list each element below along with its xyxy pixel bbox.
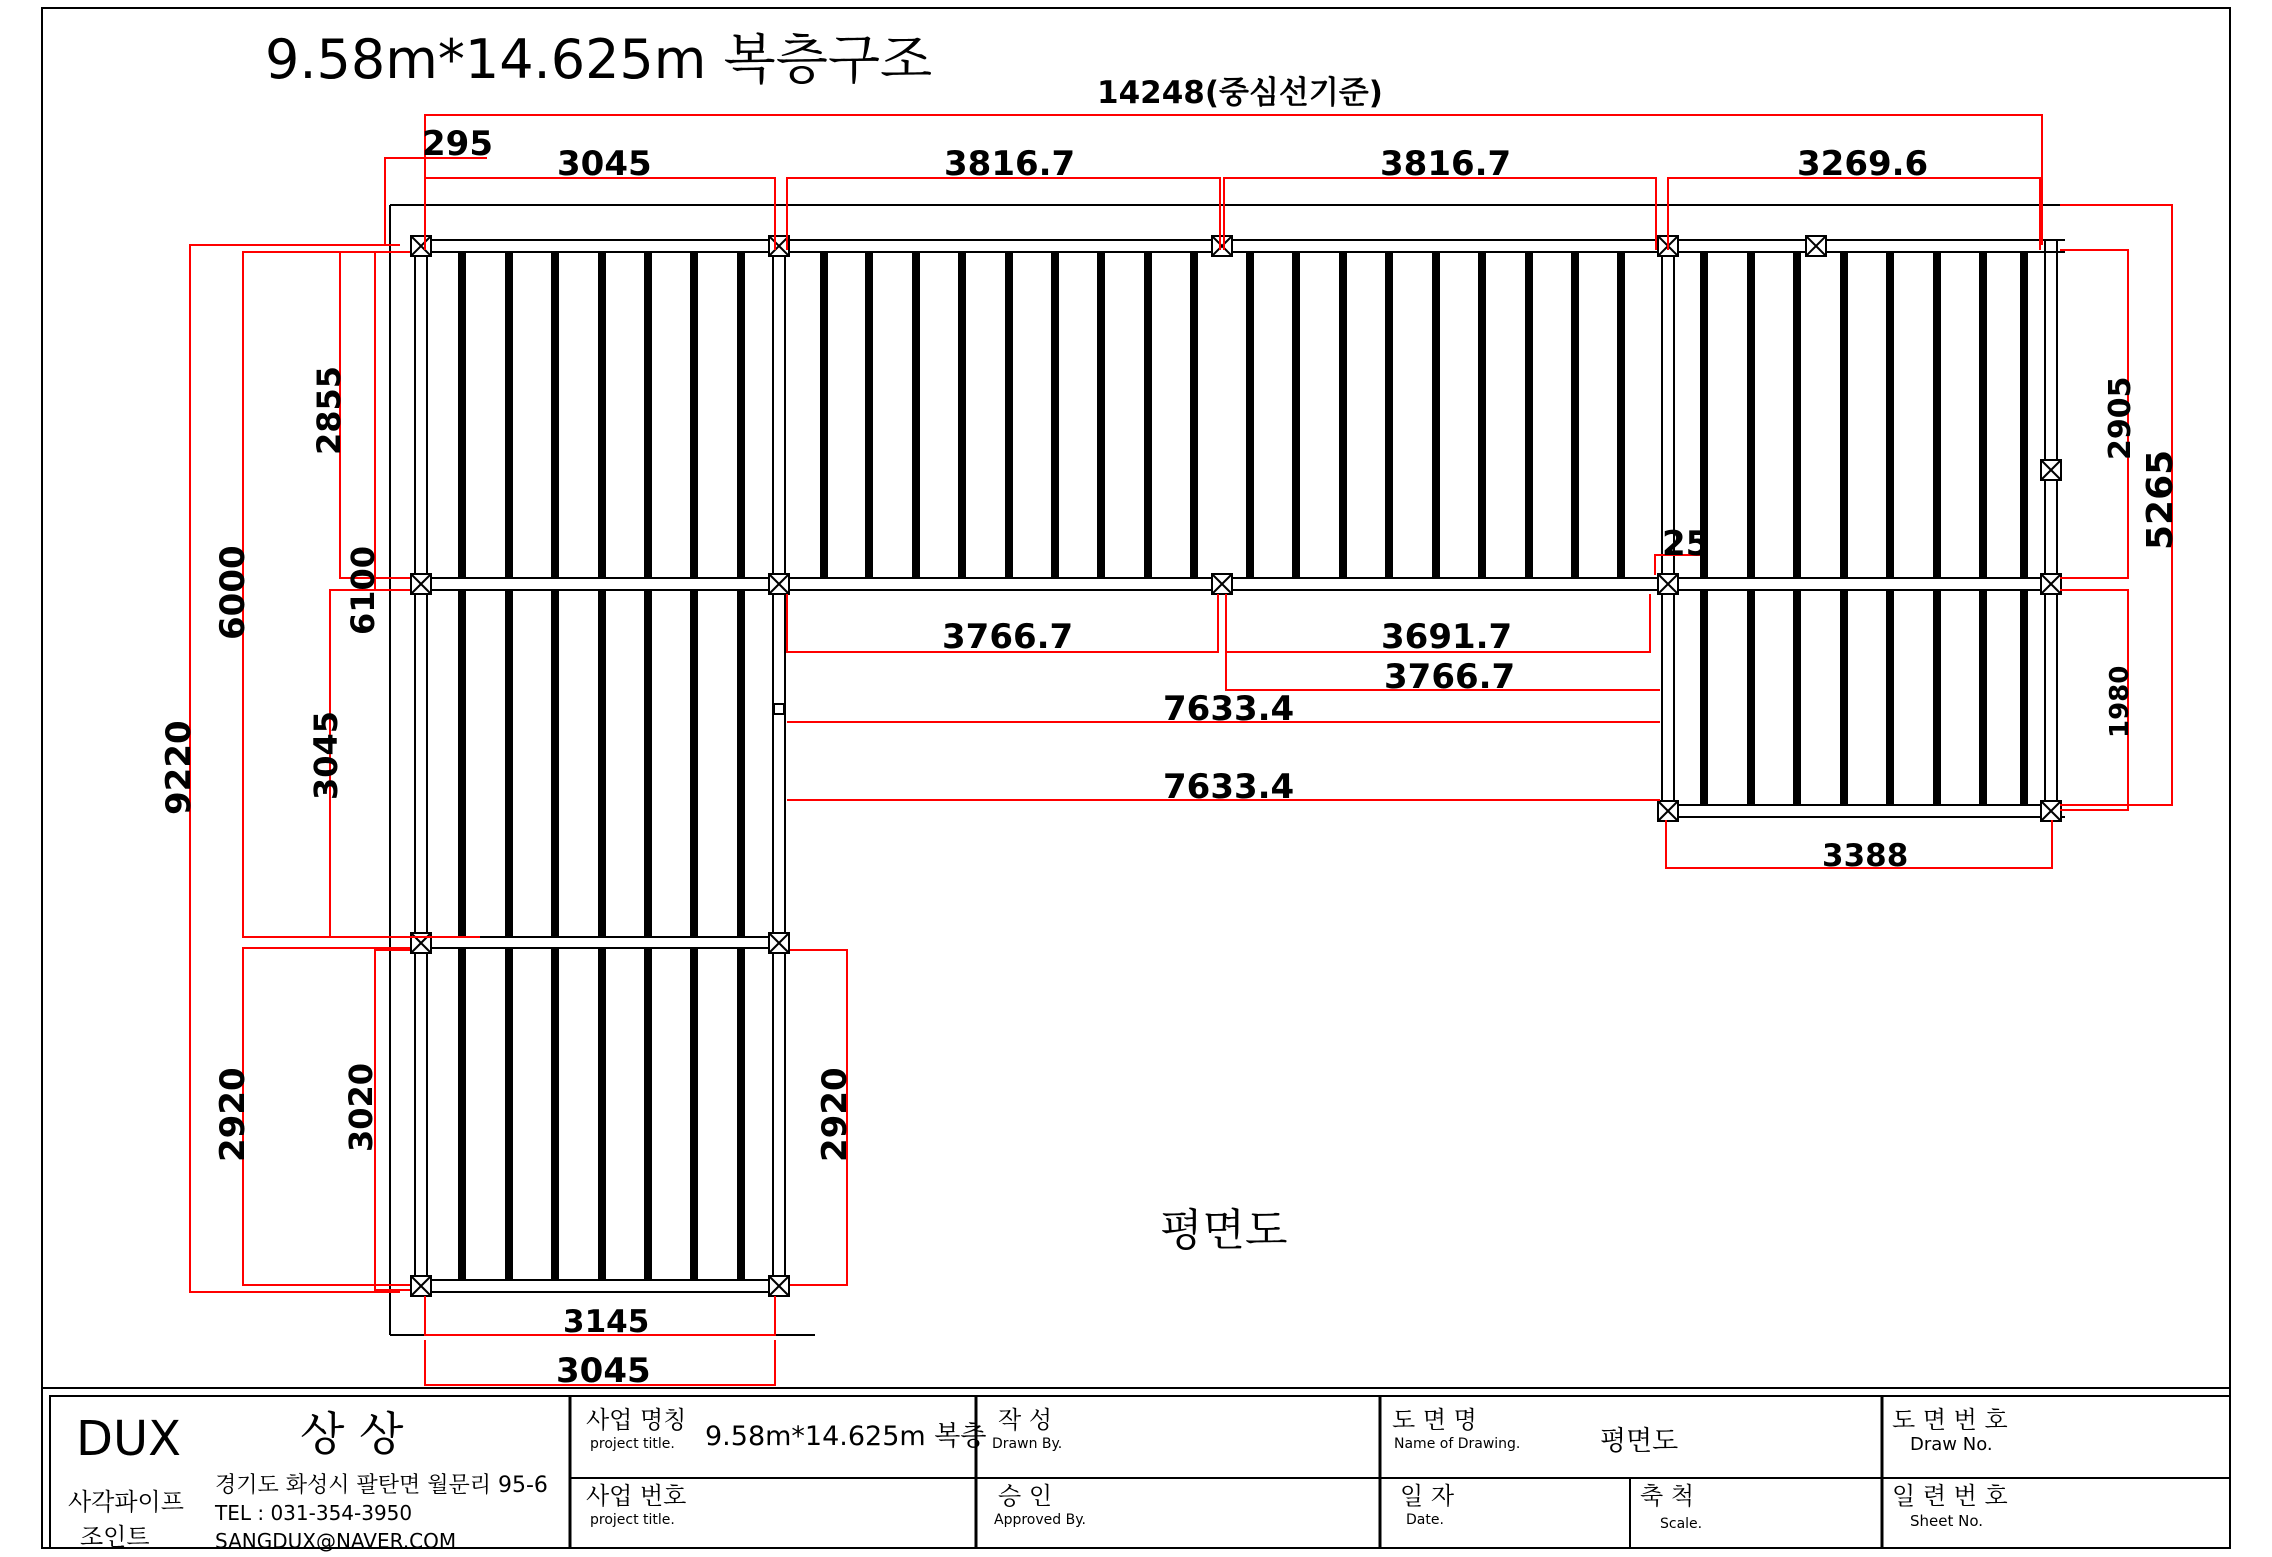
project-name-sub: project title. (590, 1436, 675, 1452)
company-tel: TEL : 031-354-3950 (215, 1501, 413, 1525)
dim-bottom-1: 3145 (563, 1304, 650, 1340)
dim-left-upper: 2855 (310, 365, 348, 455)
drawn-label: 작 성 (998, 1406, 1052, 1434)
scale-sub: Scale. (1660, 1516, 1703, 1532)
dim-top-offset: 295 (422, 124, 493, 164)
date-label: 일 자 (1400, 1482, 1454, 1510)
project-name-label: 사업 명칭 (586, 1406, 687, 1434)
joists (458, 252, 2028, 1280)
dim-mid-3: 3766.7 (1384, 657, 1516, 697)
dim-bottom-2: 3045 (556, 1351, 651, 1391)
dim-mid-2: 3691.7 (1381, 617, 1513, 657)
scale-label: 축 척 (1640, 1482, 1694, 1510)
company-email: SANGDUX@NAVER.COM (215, 1529, 457, 1553)
dim-left-lower-outer: 2920 (213, 1067, 253, 1162)
dim-left-total: 9220 (159, 720, 199, 815)
company-sub-2: 조인트 (80, 1523, 150, 1551)
dimension-lines (190, 115, 2172, 1385)
dim-left-lower-inner: 3020 (342, 1062, 380, 1152)
company-sub-1: 사각파이프 (68, 1488, 184, 1516)
dim-top-1: 3045 (557, 144, 652, 184)
draw-no-sub: Draw No. (1910, 1434, 1993, 1455)
dim-right-lower: 2920 (815, 1067, 855, 1162)
post (769, 574, 789, 594)
drawn-sub: Drawn By. (992, 1436, 1063, 1452)
dim-top-3: 3816.7 (1380, 144, 1512, 184)
sheet-no-label: 일 련 번 호 (1892, 1482, 2008, 1510)
post (1658, 574, 1678, 594)
post (774, 704, 784, 714)
post (411, 236, 431, 256)
dim-top-4: 3269.6 (1797, 144, 1929, 184)
post (1658, 801, 1678, 821)
approved-sub: Approved By. (994, 1512, 1086, 1528)
post (411, 574, 431, 594)
draw-no-label: 도 면 번 호 (1892, 1406, 2008, 1434)
drawing-name-label: 도 면 명 (1392, 1406, 1477, 1434)
project-no-sub: project title. (590, 1512, 675, 1528)
dim-left-6100: 6100 (344, 545, 382, 635)
post (2041, 574, 2061, 594)
post (2041, 460, 2061, 480)
dim-right-bottom: 3388 (1822, 838, 1909, 874)
dim-mid-4: 7633.4 (1163, 689, 1295, 729)
date-sub: Date. (1406, 1512, 1444, 1528)
dim-right-1980: 1980 (2105, 665, 2135, 738)
title-block-text (68, 1406, 2008, 1553)
sheet-no-sub: Sheet No. (1910, 1512, 1984, 1530)
drawing-name-sub: Name of Drawing. (1394, 1436, 1521, 1452)
post (769, 1276, 789, 1296)
project-name-value: 9.58m*14.625m 복층 (705, 1421, 987, 1452)
post (1212, 236, 1232, 256)
project-no-label: 사업 번호 (586, 1482, 687, 1510)
post (769, 933, 789, 953)
dim-right-5265: 5265 (2140, 449, 2181, 550)
post (1212, 574, 1232, 594)
post (2041, 801, 2061, 821)
posts (411, 236, 2061, 1296)
dim-mid-1: 3766.7 (942, 617, 1074, 657)
company-address: 경기도 화성시 팔탄면 월문리 95-6 (215, 1473, 548, 1498)
dim-left-6000: 6000 (213, 545, 253, 640)
plan-label: 평면도 (1160, 1205, 1288, 1256)
dim-left-mid: 3045 (307, 710, 345, 800)
company-name: 상 상 (300, 1407, 404, 1461)
post (1806, 236, 1826, 256)
drawing-name-value: 평면도 (1600, 1426, 1679, 1457)
approved-label: 승 인 (998, 1482, 1052, 1510)
dim-mid-5: 7633.4 (1163, 767, 1295, 807)
dim-top-overall: 14248(중심선기준) (1097, 75, 1383, 111)
brand-logo: DUX (76, 1411, 181, 1467)
post (411, 1276, 431, 1296)
dim-right-2905: 2905 (2103, 376, 2138, 460)
dim-top-2: 3816.7 (944, 144, 1076, 184)
drawing-title: 9.58m*14.625m 복층구조 (265, 28, 933, 91)
dim-small-25: 25 (1662, 524, 1710, 564)
